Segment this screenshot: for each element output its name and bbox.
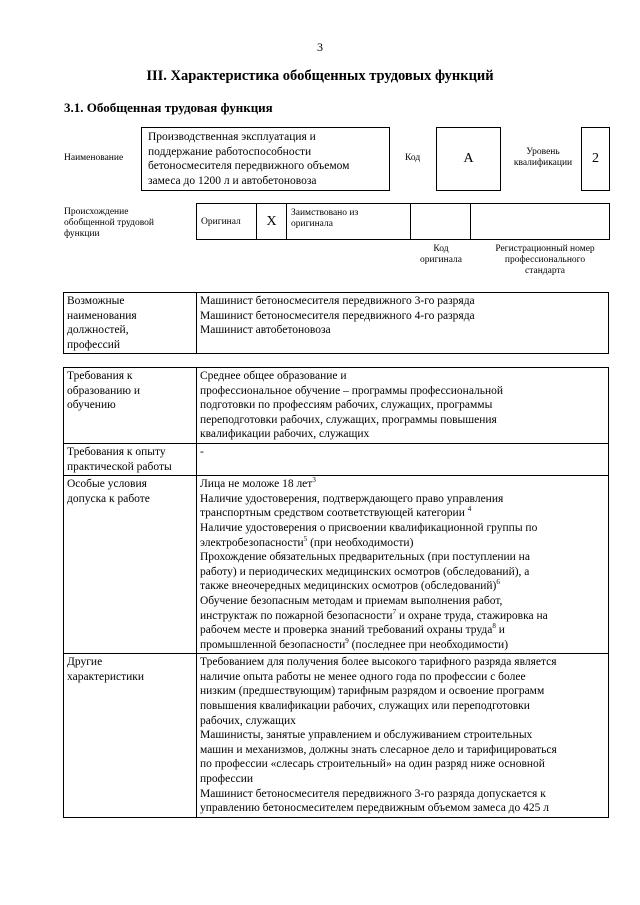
- admission-line: работу) и периодических медицинских осмотров (обследований), а: [200, 565, 530, 578]
- admission-line: [200, 638, 605, 653]
- education-value: [197, 368, 609, 444]
- table-row: [64, 476, 609, 654]
- admission-line: [200, 579, 605, 594]
- education-line: переподготовки рабочих, служащих, программы повышения: [200, 413, 497, 426]
- admission-line: [200, 623, 605, 638]
- education-label: [64, 368, 197, 444]
- other-line: Требованием для получения более высокого тарифного разряда является: [200, 656, 557, 669]
- registration-caption-line: Регистрационный номер: [495, 244, 595, 254]
- footnote-ref: 4: [467, 505, 472, 514]
- level-label: [508, 147, 578, 169]
- positions-list: [197, 293, 609, 354]
- position-item: Машинист бетоносмесителя передвижного 3-го разряда: [200, 295, 475, 307]
- admission-line: Прохождение обязательных предварительных (при поступлении на: [200, 551, 530, 564]
- admission-line: [200, 506, 605, 521]
- experience-value: -: [197, 443, 609, 475]
- footnote-ref: 9: [345, 636, 349, 645]
- origin-label-line: обобщенной трудовой: [64, 218, 154, 228]
- admission-text: Лица не моложе 18 лет: [200, 478, 313, 491]
- other-label-line: характеристики: [67, 670, 145, 683]
- level-label-line: квалификации: [513, 158, 573, 168]
- admission-text: также внеочередных медицинских осмотров (обследований): [200, 580, 497, 593]
- admission-line: Наличие удостоверения, подтверждающего право управления: [200, 492, 504, 505]
- original-label: Оригинал: [197, 204, 257, 239]
- education-label-line: обучению: [67, 399, 116, 412]
- admission-text: рабочем месте и проверка знаний требований охраны труда: [200, 624, 493, 637]
- admission-line: Наличие удостоверения о присвоении квалификационной группы по: [200, 521, 538, 534]
- admission-line: [200, 477, 605, 492]
- function-name-line: поддержание работоспособности: [148, 145, 312, 158]
- function-name-line: бетоносмесителя передвижного объемом: [148, 160, 350, 172]
- position-item: Машинист автобетоновоза: [200, 324, 331, 337]
- level-label-line: Уровень: [526, 147, 560, 157]
- borrowed-label: [287, 204, 411, 239]
- admission-line: Обучение безопасным методам и приемам выполнения работ,: [200, 594, 503, 607]
- function-name-line: Производственная эксплуатация и: [148, 131, 316, 143]
- education-line: подготовки по профессиям рабочих, служащих, программы: [200, 399, 493, 412]
- function-name-line: замеса до 1200 л и автобетоновоза: [148, 174, 317, 187]
- education-label-line: образованию и: [67, 384, 140, 397]
- table-row: [64, 443, 609, 475]
- admission-text: транспортным средством соответствующей категории: [200, 507, 468, 520]
- other-line: наличие опыта работы не менее одного года по профессии с более: [200, 670, 526, 683]
- footnote-ref: 7: [392, 607, 397, 616]
- other-line: рабочих, служащих: [200, 714, 296, 727]
- table-row: [64, 293, 609, 354]
- requirements-table: [63, 367, 609, 818]
- registration-caption: [480, 244, 610, 277]
- admission-text: инструктаж по пожарной безопасности: [200, 609, 393, 622]
- other-line: управлению бетоносмесителем передвижным объемом замеса до 425 л: [200, 802, 550, 815]
- experience-label-line: практической работы: [67, 460, 172, 473]
- admission-text: и: [495, 624, 505, 637]
- admission-line: [200, 536, 605, 551]
- other-line: машин и механизмов, должны знать слесарное дело и тарифицироваться: [200, 743, 557, 756]
- other-line: Машинисты, занятые управлением и обслуживанием строительных: [200, 729, 533, 742]
- table-row: [64, 368, 609, 444]
- footnote-ref: 3: [312, 476, 316, 485]
- admission-text: (последнее при необходимости): [348, 638, 509, 651]
- origin-label-line: функции: [64, 229, 100, 239]
- subsection-title: 3.1. Обобщенная трудовая функция: [64, 100, 273, 115]
- experience-label: [64, 443, 197, 475]
- education-line: профессиональное обучение – программы профессиональной: [200, 384, 504, 397]
- education-line: квалификации рабочих, служащих: [200, 428, 370, 441]
- registration-caption-line: стандарта: [525, 266, 565, 276]
- code-original-cell: [411, 204, 471, 239]
- registration-caption-line: профессионального: [504, 255, 586, 265]
- other-label-line: Другие: [67, 656, 103, 669]
- section-title: III. Характеристика обобщенных трудовых функций: [146, 68, 494, 84]
- education-label-line: Требования к: [67, 370, 133, 382]
- other-label: [64, 654, 197, 818]
- other-line: по профессии «слесарь строительный» на один разряд ниже основной: [200, 758, 545, 771]
- function-name-box: [141, 127, 390, 191]
- original-mark: X: [257, 204, 287, 239]
- education-line: Среднее общее образование и: [200, 370, 347, 382]
- admission-text: промышленной безопасности: [200, 638, 346, 651]
- other-line: низким (предшествующим) тарифным разрядом и освоение программ: [200, 685, 545, 698]
- admission-line: [200, 609, 605, 624]
- positions-label-line: наименования: [67, 309, 137, 322]
- admission-text: и охране труда, стажировка на: [396, 609, 548, 622]
- code-original-caption-line: оригинала: [420, 255, 462, 265]
- admission-label: [64, 476, 197, 654]
- footnote-ref: 5: [303, 534, 308, 543]
- origin-label-line: Происхождение: [64, 207, 129, 217]
- name-label: Наименование: [64, 153, 124, 163]
- footnote-ref: 8: [492, 622, 496, 631]
- code-original-caption-line: Код: [433, 244, 449, 254]
- code-original-caption: [410, 244, 472, 266]
- positions-label-line: Возможные: [67, 295, 125, 307]
- position-item: Машинист бетоносмесителя передвижного 4-го разряда: [200, 309, 475, 322]
- origin-label: [64, 207, 154, 240]
- positions-label-line: должностей,: [67, 324, 129, 337]
- other-value: [197, 654, 609, 818]
- page-number: 3: [317, 40, 323, 54]
- registration-number-cell: [471, 204, 609, 239]
- other-line: повышения квалификации рабочих, служащих или переподготовки: [200, 700, 530, 713]
- other-line: профессии: [200, 773, 254, 786]
- admission-text: электробезопасности: [200, 536, 304, 549]
- borrowed-label-line: оригинала: [291, 219, 333, 229]
- level-value: 2: [581, 127, 610, 191]
- admission-value: [197, 476, 609, 654]
- experience-label-line: Требования к опыту: [67, 445, 166, 458]
- other-line: Машинист бетоносмесителя передвижного 3-го разряда допускается к: [200, 787, 546, 800]
- admission-text: (при необходимости): [307, 536, 414, 549]
- footnote-ref: 6: [496, 578, 500, 587]
- code-value: А: [436, 127, 501, 191]
- borrowed-label-line: Заимствовано из: [291, 208, 359, 218]
- admission-label-line: допуска к работе: [67, 492, 150, 505]
- positions-table: [63, 292, 609, 354]
- table-row: [64, 654, 609, 818]
- origin-row: [196, 203, 610, 240]
- code-label: Код: [405, 153, 421, 163]
- positions-label-line: профессий: [67, 338, 121, 351]
- admission-label-line: Особые условия: [67, 478, 147, 491]
- positions-label: [64, 293, 197, 354]
